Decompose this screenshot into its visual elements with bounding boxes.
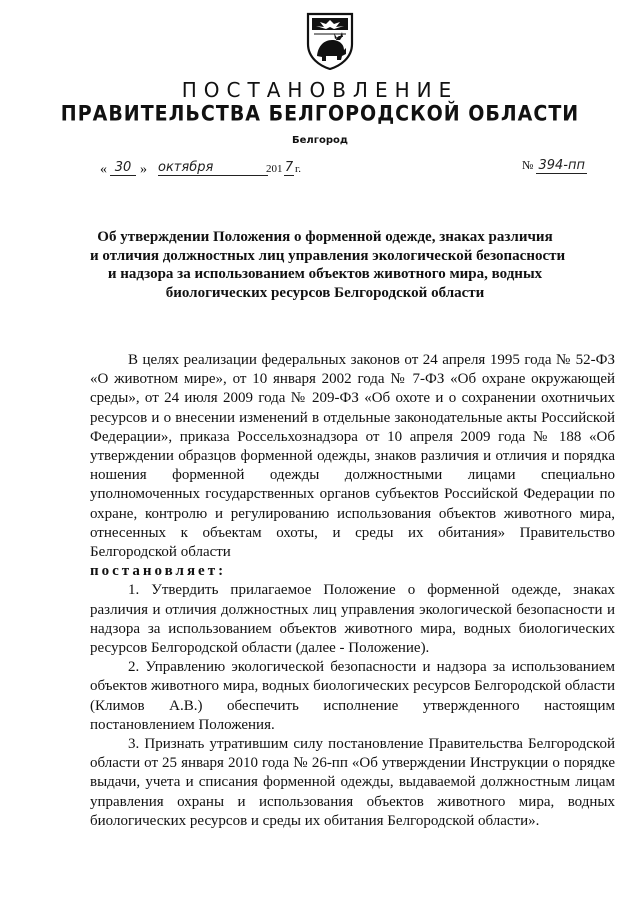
date-day: 30 bbox=[110, 160, 136, 176]
issuer-title: ПРАВИТЕЛЬСТВА БЕЛГОРОДСКОЙ ОБЛАСТИ bbox=[60, 101, 580, 127]
document-number bbox=[522, 158, 587, 174]
date-year-mark: г. bbox=[295, 163, 302, 175]
decree-word: постановляет: bbox=[90, 563, 227, 580]
date-year-suffix: 7 bbox=[284, 160, 294, 175]
heading-line: и надзора за использованием объектов животного мира, водных bbox=[107, 266, 543, 282]
date-close-quote: » bbox=[140, 162, 147, 177]
city-label: Белгород bbox=[292, 135, 348, 146]
date-month: октября bbox=[158, 160, 268, 176]
document-type-title: ПОСТАНОВЛЕНИЕ bbox=[181, 78, 459, 102]
preamble-paragraph: В целях реализации федеральных законов от 24 апреля 1995 года № 52-ФЗ «О животном мире», от 10 января 2002 года № 7-ФЗ «Об охране окружающей среды», от 24 июля 2009 года № 209-ФЗ «Об охоте и о сохранении охотничьих ресурсов и о внесении изменений в отдельные законодательные акты Российской Федерации», приказа Россельхознадзора от 10 апреля 2009 года № 188 «Об утверждении образцов форменной одежды, знаков различия и отличия и порядка ношения форменной одежды должностными лицами специально уполномоченных государственных органов субъектов Российской Федерации по охране, контролю и регулированию использования объектов животного мира, отнесенных к объектам охоты, и среды их обитания» Правительство Белгородской области bbox=[90, 352, 615, 561]
clause-paragraph: 1. Утвердить прилагаемое Положение о форменной одежде, знаках различия и отличия должностных лиц управления экологической безопасности и надзора за использованием объектов животного мира, водных биологических ресурсов Белгородской области (далее - Положение). bbox=[90, 582, 615, 657]
number-prefix: № bbox=[522, 158, 534, 172]
heading-line: Об утверждении Положения о форменной одежде, знаках различия bbox=[97, 229, 553, 245]
clause-paragraph: 2. Управлению экологической безопасности и надзора за использованием объектов животного мира, водных биологических ресурсов Белгородской области (Климов А.В.) обеспечить исполнение утвержденного настоящим постановлением Положения. bbox=[90, 659, 615, 733]
date-open-quote: « bbox=[100, 162, 107, 177]
heading-line: биологических ресурсов Белгородской области bbox=[165, 284, 485, 301]
number-value: 394-пп bbox=[538, 158, 585, 173]
document-body bbox=[90, 351, 615, 831]
document-heading bbox=[90, 228, 566, 302]
date-year-prefix: 201 bbox=[266, 163, 283, 175]
clause-paragraph: 3. Признать утратившим силу постановление Правительства Белгородской области от 25 января 2010 года № 26-пп «Об утверждении Инструкции о порядке выдачи, учета и списания форменной одежды, выдаваемой должностным лицам управления охраны и использования объектов животного мира, водных биологических ресурсов и среды их обитания Белгородской области». bbox=[90, 736, 615, 829]
coat-of-arms-emblem bbox=[302, 10, 358, 70]
heading-line: и отличия должностных лиц управления экологической безопасности bbox=[90, 247, 566, 264]
